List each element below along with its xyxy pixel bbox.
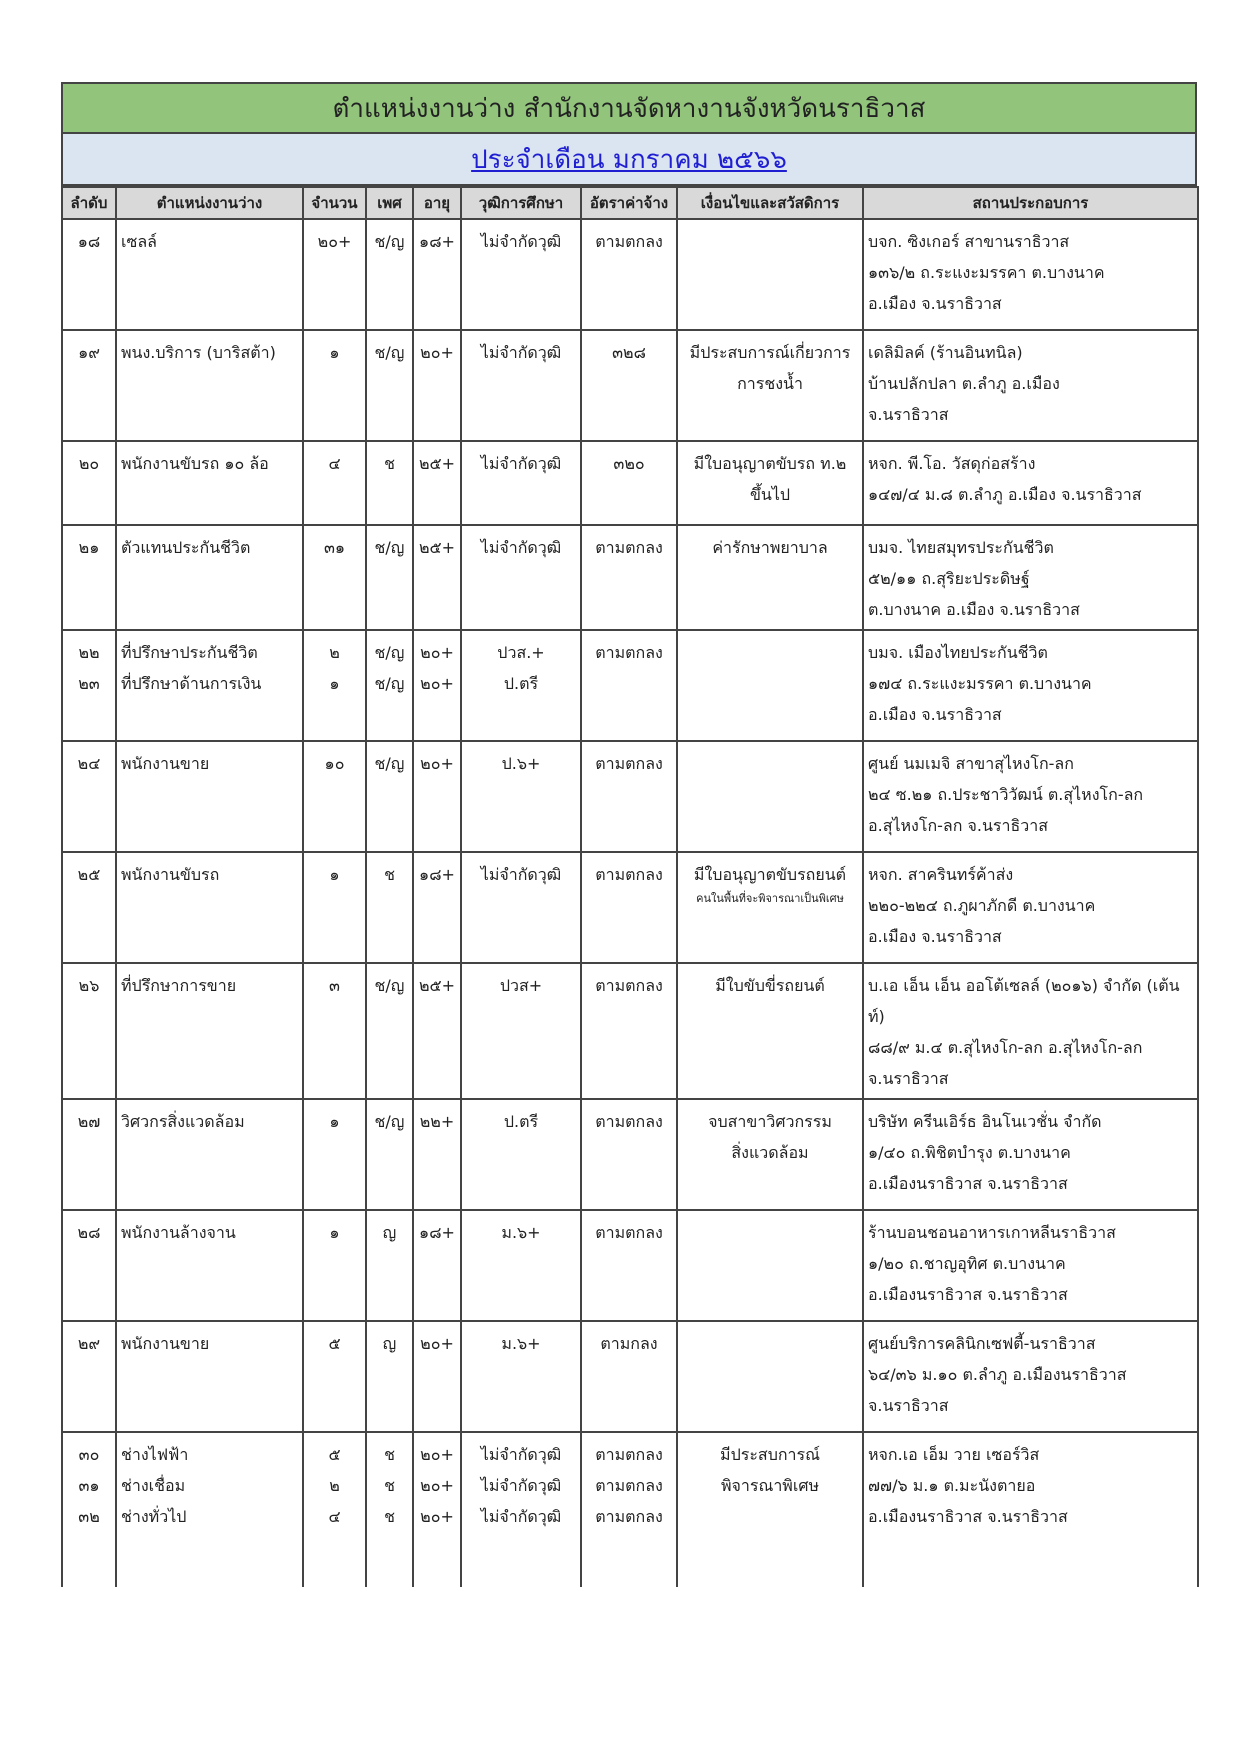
employer-text: ๑๔๗/๔ ม.๘ ต.ลำภู อ.เมือง จ.นราธิวาส bbox=[868, 485, 1142, 504]
no-text: ๓๑ bbox=[78, 1476, 100, 1495]
age-text: ๑๘+ bbox=[419, 1223, 455, 1242]
conditions-text: มีประสบการณ์ bbox=[720, 1445, 820, 1464]
cell-sex bbox=[366, 630, 413, 741]
cell-position bbox=[116, 1432, 303, 1587]
cell-count bbox=[303, 630, 366, 741]
cell-education bbox=[461, 1432, 581, 1587]
sex-text: ช bbox=[384, 1507, 395, 1526]
table-row bbox=[62, 1321, 1198, 1432]
cell-employer bbox=[863, 1432, 1198, 1587]
age-text: ๑๘+ bbox=[419, 232, 455, 251]
cell-age bbox=[413, 852, 461, 963]
cell-no bbox=[62, 852, 116, 963]
cell-sex bbox=[366, 741, 413, 852]
header-wage: อัตราค่าจ้าง bbox=[581, 187, 677, 219]
employer-text: บมจ. เมืองไทยประกันชีวิต bbox=[868, 643, 1048, 662]
cell-education bbox=[461, 963, 581, 1099]
position-text: ช่างเชื่อม bbox=[121, 1476, 186, 1495]
cell-no bbox=[62, 1210, 116, 1321]
age-text: ๒๐+ bbox=[420, 1476, 454, 1495]
no-text: ๒๒ bbox=[78, 643, 100, 662]
cell-employer bbox=[863, 741, 1198, 852]
no-text: ๒๑ bbox=[78, 538, 100, 557]
cell-wage bbox=[581, 852, 677, 963]
wage-text: ตามตกลง bbox=[595, 754, 663, 773]
table-row bbox=[62, 330, 1198, 441]
sex-text: ช/ญ bbox=[374, 538, 405, 557]
employer-text: บ้านปลักปลา ต.ลำภู อ.เมือง bbox=[868, 374, 1060, 393]
cell-count bbox=[303, 963, 366, 1099]
cell-employer bbox=[863, 1099, 1198, 1210]
age-text: ๒๐+ bbox=[420, 1445, 454, 1464]
cell-conditions bbox=[677, 1210, 863, 1321]
employer-text: จ.นราธิวาส bbox=[868, 405, 949, 424]
education-text: ไม่จำกัดวุฒิ bbox=[480, 343, 562, 362]
employer-text: จ.นราธิวาส bbox=[868, 1069, 949, 1088]
table-body bbox=[62, 219, 1198, 1587]
count-text: ๕ bbox=[328, 1445, 341, 1464]
cell-wage bbox=[581, 219, 677, 330]
no-text: ๒๐ bbox=[78, 454, 100, 473]
sex-text: ช bbox=[384, 865, 395, 884]
cell-position bbox=[116, 330, 303, 441]
cell-no bbox=[62, 1321, 116, 1432]
table-row bbox=[62, 1432, 1198, 1587]
cell-sex bbox=[366, 525, 413, 630]
cell-wage bbox=[581, 963, 677, 1099]
wage-text: ตามกลง bbox=[600, 1334, 658, 1353]
wage-text: ตามตกลง bbox=[595, 976, 663, 995]
wage-text: ตามตกลง bbox=[595, 865, 663, 884]
cell-education bbox=[461, 525, 581, 630]
cell-no bbox=[62, 963, 116, 1099]
sex-text: ช/ญ bbox=[374, 232, 405, 251]
cell-position bbox=[116, 1099, 303, 1210]
cell-no bbox=[62, 441, 116, 525]
conditions-text: จบสาขาวิศวกรรม bbox=[708, 1112, 832, 1131]
no-text: ๒๕ bbox=[77, 865, 101, 884]
cell-age bbox=[413, 219, 461, 330]
count-text: ๒๐+ bbox=[317, 232, 352, 251]
employer-text: อ.เมือง จ.นราธิวาส bbox=[868, 294, 1002, 313]
header-position: ตำแหน่งงานว่าง bbox=[116, 187, 303, 219]
cell-employer bbox=[863, 1210, 1198, 1321]
cell-age bbox=[413, 1432, 461, 1587]
conditions-text: พิจารณาพิเศษ bbox=[720, 1476, 820, 1495]
count-text: ๒ bbox=[329, 1476, 340, 1495]
table-row bbox=[62, 525, 1198, 630]
employer-text: ๑/๔๐ ถ.พิชิตบำรุง ต.บางนาค bbox=[868, 1143, 1071, 1162]
cell-wage bbox=[581, 1210, 677, 1321]
cell-education bbox=[461, 330, 581, 441]
position-text: วิศวกรสิ่งแวดล้อม bbox=[121, 1112, 245, 1131]
employer-text: อ.สุไหงโก-ลก จ.นราธิวาส bbox=[868, 816, 1048, 835]
employer-text: หจก. สาครินทร์ค้าส่ง bbox=[868, 865, 1014, 884]
table-row bbox=[62, 441, 1198, 525]
table-row bbox=[62, 630, 1198, 741]
sex-text: ช/ญ bbox=[374, 674, 405, 693]
employer-text: ร้านบอนชอนอาหารเกาหลีนราธิวาส bbox=[868, 1223, 1116, 1242]
cell-sex bbox=[366, 441, 413, 525]
wage-text: ตามตกลง bbox=[595, 1507, 663, 1526]
sex-text: ช/ญ bbox=[374, 643, 405, 662]
cell-employer bbox=[863, 963, 1198, 1099]
employer-text: ๗๗/๖ ม.๑ ต.มะนังตายอ bbox=[868, 1476, 1036, 1495]
cell-wage bbox=[581, 741, 677, 852]
count-text: ๕ bbox=[328, 1334, 341, 1353]
sex-text: ช/ญ bbox=[374, 754, 405, 773]
cell-sex bbox=[366, 1321, 413, 1432]
wage-text: ตามตกลง bbox=[595, 1445, 663, 1464]
cell-sex bbox=[366, 1099, 413, 1210]
cell-count bbox=[303, 741, 366, 852]
table-header-row bbox=[62, 187, 1198, 219]
cell-conditions bbox=[677, 852, 863, 963]
cell-position bbox=[116, 1210, 303, 1321]
wage-text: ตามตกลง bbox=[595, 1223, 663, 1242]
cell-employer bbox=[863, 441, 1198, 525]
education-text: ป.๖+ bbox=[501, 754, 541, 773]
position-text: เซลล์ bbox=[121, 232, 157, 251]
cell-sex bbox=[366, 963, 413, 1099]
header-education: วุฒิการศึกษา bbox=[461, 187, 581, 219]
education-text: ป.ตรี bbox=[503, 674, 539, 693]
employer-text: เดลิมิลค์ (ร้านอินทนิล) bbox=[868, 343, 1023, 362]
no-text: ๑๙ bbox=[78, 343, 100, 362]
no-text: ๒๔ bbox=[77, 754, 101, 773]
position-text: พนักงานขาย bbox=[121, 1334, 210, 1353]
wage-text: ๓๒๘ bbox=[612, 343, 646, 362]
no-text: ๒๗ bbox=[77, 1112, 101, 1131]
sheet-subtitle: ประจำเดือน มกราคม ๒๕๖๖ bbox=[471, 144, 787, 175]
vacancy-table bbox=[61, 186, 1199, 1587]
sex-text: ช bbox=[384, 1476, 395, 1495]
header-employer: สถานประกอบการ bbox=[863, 187, 1198, 219]
cell-wage bbox=[581, 630, 677, 741]
sex-text: ช bbox=[384, 454, 395, 473]
cell-count bbox=[303, 1432, 366, 1587]
no-text: ๑๘ bbox=[77, 232, 101, 251]
table-row bbox=[62, 741, 1198, 852]
cell-sex bbox=[366, 1210, 413, 1321]
employer-text: อ.เมืองนราธิวาส จ.นราธิวาส bbox=[868, 1507, 1068, 1526]
cell-no bbox=[62, 1432, 116, 1587]
sex-text: ญ bbox=[382, 1334, 397, 1353]
cell-count bbox=[303, 852, 366, 963]
cell-position bbox=[116, 630, 303, 741]
education-text: ม.๖+ bbox=[501, 1223, 541, 1242]
cell-wage bbox=[581, 1099, 677, 1210]
cell-education bbox=[461, 1210, 581, 1321]
cell-age bbox=[413, 1321, 461, 1432]
education-text: ไม่จำกัดวุฒิ bbox=[480, 865, 562, 884]
cell-education bbox=[461, 441, 581, 525]
education-text: ไม่จำกัดวุฒิ bbox=[480, 1507, 562, 1526]
count-text: ๑ bbox=[329, 1223, 340, 1242]
employer-text: อ.เมือง จ.นราธิวาส bbox=[868, 927, 1002, 946]
cell-education bbox=[461, 1321, 581, 1432]
education-text: ไม่จำกัดวุฒิ bbox=[480, 454, 562, 473]
cell-count bbox=[303, 441, 366, 525]
table-row bbox=[62, 219, 1198, 330]
cell-conditions bbox=[677, 1432, 863, 1587]
wage-text: ตามตกลง bbox=[595, 1476, 663, 1495]
cell-employer bbox=[863, 630, 1198, 741]
cell-conditions bbox=[677, 330, 863, 441]
cell-conditions bbox=[677, 1099, 863, 1210]
position-text: ช่างทั่วไป bbox=[121, 1507, 187, 1526]
cell-age bbox=[413, 741, 461, 852]
age-text: ๒๐+ bbox=[420, 754, 454, 773]
no-text: ๒๖ bbox=[78, 976, 100, 995]
cell-conditions bbox=[677, 1321, 863, 1432]
header-sex: เพศ bbox=[366, 187, 413, 219]
employer-text: ศูนย์ นมเมจิ สาขาสุไหงโก-ลก bbox=[868, 754, 1074, 773]
wage-text: ตามตกลง bbox=[595, 643, 663, 662]
employer-text: อ.เมืองนราธิวาส จ.นราธิวาส bbox=[868, 1174, 1068, 1193]
count-text: ๔ bbox=[328, 454, 341, 473]
header-count: จำนวน bbox=[303, 187, 366, 219]
conditions-text: มีใบขับขี่รถยนต์ bbox=[715, 976, 825, 995]
employer-text: ๘๘/๙ ม.๔ ต.สุไหงโก-ลก อ.สุไหงโก-ลก bbox=[868, 1038, 1143, 1057]
cell-age bbox=[413, 963, 461, 1099]
position-text: พนง.บริการ (บาริสต้า) bbox=[121, 343, 276, 362]
cell-employer bbox=[863, 330, 1198, 441]
education-text: ไม่จำกัดวุฒิ bbox=[480, 232, 562, 251]
sheet-title-bar bbox=[61, 82, 1197, 134]
wage-text: ตามตกลง bbox=[595, 1112, 663, 1131]
cell-no bbox=[62, 1099, 116, 1210]
cell-position bbox=[116, 525, 303, 630]
table-row bbox=[62, 1210, 1198, 1321]
education-text: ไม่จำกัดวุฒิ bbox=[480, 1445, 562, 1464]
education-text: ไม่จำกัดวุฒิ bbox=[480, 538, 562, 557]
cell-age bbox=[413, 330, 461, 441]
cell-age bbox=[413, 1099, 461, 1210]
education-text: ปวส.+ bbox=[497, 643, 545, 662]
age-text: ๒๕+ bbox=[418, 976, 456, 995]
cell-position bbox=[116, 219, 303, 330]
cell-conditions bbox=[677, 963, 863, 1099]
wage-text: ตามตกลง bbox=[595, 232, 663, 251]
employer-text: บมจ. ไทยสมุทรประกันชีวิต bbox=[868, 538, 1054, 557]
cell-position bbox=[116, 741, 303, 852]
count-text: ๓๑ bbox=[323, 538, 346, 557]
no-text: ๒๘ bbox=[77, 1223, 101, 1242]
age-text: ๒๕+ bbox=[418, 538, 456, 557]
cell-wage bbox=[581, 441, 677, 525]
count-text: ๑ bbox=[329, 343, 340, 362]
count-text: ๓ bbox=[329, 976, 340, 995]
cell-employer bbox=[863, 219, 1198, 330]
employer-text: ๑/๒๐ ถ.ชาญอุทิศ ต.บางนาค bbox=[868, 1254, 1066, 1273]
count-text: ๑ bbox=[329, 865, 340, 884]
cell-sex bbox=[366, 219, 413, 330]
conditions-text: ค่ารักษาพยาบาล bbox=[712, 538, 828, 557]
cell-age bbox=[413, 1210, 461, 1321]
education-text: ปวส+ bbox=[499, 976, 543, 995]
cell-wage bbox=[581, 330, 677, 441]
cell-position bbox=[116, 852, 303, 963]
employer-text: ๕๒/๑๑ ถ.สุริยะประดิษฐ์ bbox=[868, 569, 1030, 588]
cell-age bbox=[413, 525, 461, 630]
cell-wage bbox=[581, 1432, 677, 1587]
no-text: ๒๙ bbox=[77, 1334, 101, 1353]
cell-no bbox=[62, 219, 116, 330]
conditions-text: มีประสบการณ์เกี่ยวการ bbox=[689, 343, 851, 362]
conditions-text: การชงน้ำ bbox=[737, 374, 803, 393]
no-text: ๒๓ bbox=[78, 674, 100, 693]
cell-wage bbox=[581, 1321, 677, 1432]
employer-text: หจก.เอ เอ็ม วาย เซอร์วิส bbox=[868, 1445, 1040, 1464]
position-text: พนักงานขาย bbox=[121, 754, 210, 773]
cell-no bbox=[62, 630, 116, 741]
employer-text: ๑๗๔ ถ.ระแงะมรรคา ต.บางนาค bbox=[868, 674, 1092, 693]
header-no: ลำดับ bbox=[62, 187, 116, 219]
cell-position bbox=[116, 963, 303, 1099]
cell-sex bbox=[366, 852, 413, 963]
sheet-title: ตำแหน่งงานว่าง สำนักงานจัดหางานจังหวัดนราธิวาส bbox=[332, 93, 926, 124]
no-text: ๓๒ bbox=[78, 1507, 100, 1526]
employer-text: บ.เอ เอ็น เอ็น ออโต้เซลล์ (๒๐๑๖) จำกัด (เต้นท์) bbox=[868, 976, 1180, 1026]
wage-text: ตามตกลง bbox=[595, 538, 663, 557]
employer-text: ต.บางนาค อ.เมือง จ.นราธิวาส bbox=[868, 600, 1080, 619]
employer-text: ๒๔ ซ.๒๑ ถ.ประชาวิวัฒน์ ต.สุไหงโก-ลก bbox=[868, 785, 1144, 804]
age-text: ๒๕+ bbox=[418, 454, 456, 473]
conditions-text: สิ่งแวดล้อม bbox=[731, 1143, 809, 1162]
cell-position bbox=[116, 1321, 303, 1432]
education-text: ไม่จำกัดวุฒิ bbox=[480, 1476, 562, 1495]
cell-age bbox=[413, 630, 461, 741]
wage-text: ๓๒๐ bbox=[613, 454, 645, 473]
position-text: ที่ปรึกษาด้านการเงิน bbox=[121, 674, 262, 693]
sex-text: ช/ญ bbox=[374, 1112, 405, 1131]
conditions-text: มีใบอนุญาตขับรถ ท.๒ ขึ้นไป bbox=[693, 454, 847, 504]
age-text: ๒๐+ bbox=[420, 674, 454, 693]
conditions-note: คนในพื้นที่จะพิจารณาเป็นพิเศษ bbox=[696, 892, 844, 905]
employer-text: อ.เมือง จ.นราธิวาส bbox=[868, 705, 1002, 724]
cell-conditions bbox=[677, 630, 863, 741]
cell-education bbox=[461, 1099, 581, 1210]
cell-count bbox=[303, 525, 366, 630]
count-text: ๒ bbox=[329, 643, 340, 662]
employer-text: อ.เมืองนราธิวาส จ.นราธิวาส bbox=[868, 1285, 1068, 1304]
sex-text: ช/ญ bbox=[374, 976, 405, 995]
cell-education bbox=[461, 741, 581, 852]
job-vacancy-sheet bbox=[61, 82, 1197, 1587]
cell-count bbox=[303, 1210, 366, 1321]
cell-count bbox=[303, 1099, 366, 1210]
cell-employer bbox=[863, 1321, 1198, 1432]
cell-count bbox=[303, 219, 366, 330]
employer-text: ๒๒๐-๒๒๔ ถ.ภูผาภักดี ต.บางนาค bbox=[868, 896, 1096, 915]
cell-employer bbox=[863, 852, 1198, 963]
cell-no bbox=[62, 330, 116, 441]
employer-text: บริษัท ครีนเอิร์ธ อินโนเวชั่น จำกัด bbox=[868, 1112, 1102, 1131]
header-conditions: เงื่อนไขและสวัสดิการ bbox=[677, 187, 863, 219]
employer-text: บจก. ซิงเกอร์ สาขานราธิวาส bbox=[868, 232, 1070, 251]
cell-conditions bbox=[677, 219, 863, 330]
position-text: พนักงานขับรถ ๑๐ ล้อ bbox=[121, 454, 269, 473]
header-age: อายุ bbox=[413, 187, 461, 219]
count-text: ๑๐ bbox=[324, 754, 345, 773]
cell-education bbox=[461, 852, 581, 963]
sex-text: ช/ญ bbox=[374, 343, 405, 362]
cell-no bbox=[62, 741, 116, 852]
position-text: พนักงานขับรถ bbox=[121, 865, 220, 884]
table-row bbox=[62, 1099, 1198, 1210]
cell-employer bbox=[863, 525, 1198, 630]
count-text: ๑ bbox=[329, 1112, 340, 1131]
cell-count bbox=[303, 1321, 366, 1432]
position-text: ช่างไฟฟ้า bbox=[121, 1445, 189, 1464]
employer-text: ศูนย์บริการคลินิกเซฟตี้-นราธิวาส bbox=[868, 1334, 1096, 1353]
position-text: พนักงานล้างจาน bbox=[121, 1223, 236, 1242]
cell-position bbox=[116, 441, 303, 525]
cell-no bbox=[62, 525, 116, 630]
cell-sex bbox=[366, 1432, 413, 1587]
count-text: ๑ bbox=[329, 674, 340, 693]
age-text: ๒๒+ bbox=[419, 1112, 455, 1131]
education-text: ม.๖+ bbox=[501, 1334, 541, 1353]
position-text: ตัวแทนประกันชีวิต bbox=[121, 538, 251, 557]
sheet-subtitle-bar bbox=[61, 134, 1197, 186]
age-text: ๒๐+ bbox=[420, 1334, 454, 1353]
table-row bbox=[62, 852, 1198, 963]
employer-text: หจก. พี.โอ. วัสดุก่อสร้าง bbox=[868, 454, 1036, 473]
cell-count bbox=[303, 330, 366, 441]
cell-conditions bbox=[677, 525, 863, 630]
age-text: ๒๐+ bbox=[420, 643, 454, 662]
no-text: ๓๐ bbox=[78, 1445, 100, 1464]
employer-text: ๖๔/๓๖ ม.๑๐ ต.ลำภู อ.เมืองนราธิวาส bbox=[868, 1365, 1127, 1384]
conditions-text: มีใบอนุญาตขับรถยนต์ bbox=[693, 865, 847, 884]
count-text: ๔ bbox=[328, 1507, 341, 1526]
sex-text: ช bbox=[384, 1445, 395, 1464]
employer-text: ๑๓๖/๒ ถ.ระแงะมรรคา ต.บางนาค bbox=[868, 263, 1105, 282]
cell-sex bbox=[366, 330, 413, 441]
cell-age bbox=[413, 441, 461, 525]
education-text: ป.ตรี bbox=[503, 1112, 539, 1131]
sex-text: ญ bbox=[382, 1223, 397, 1242]
age-text: ๑๘+ bbox=[419, 865, 455, 884]
position-text: ที่ปรึกษาการขาย bbox=[121, 976, 237, 995]
employer-text: จ.นราธิวาส bbox=[868, 1396, 949, 1415]
cell-wage bbox=[581, 525, 677, 630]
position-text: ที่ปรึกษาประกันชีวิต bbox=[121, 643, 258, 662]
cell-conditions bbox=[677, 441, 863, 525]
cell-education bbox=[461, 219, 581, 330]
cell-education bbox=[461, 630, 581, 741]
age-text: ๒๐+ bbox=[420, 343, 454, 362]
age-text: ๒๐+ bbox=[420, 1507, 454, 1526]
table-row bbox=[62, 963, 1198, 1099]
cell-conditions bbox=[677, 741, 863, 852]
